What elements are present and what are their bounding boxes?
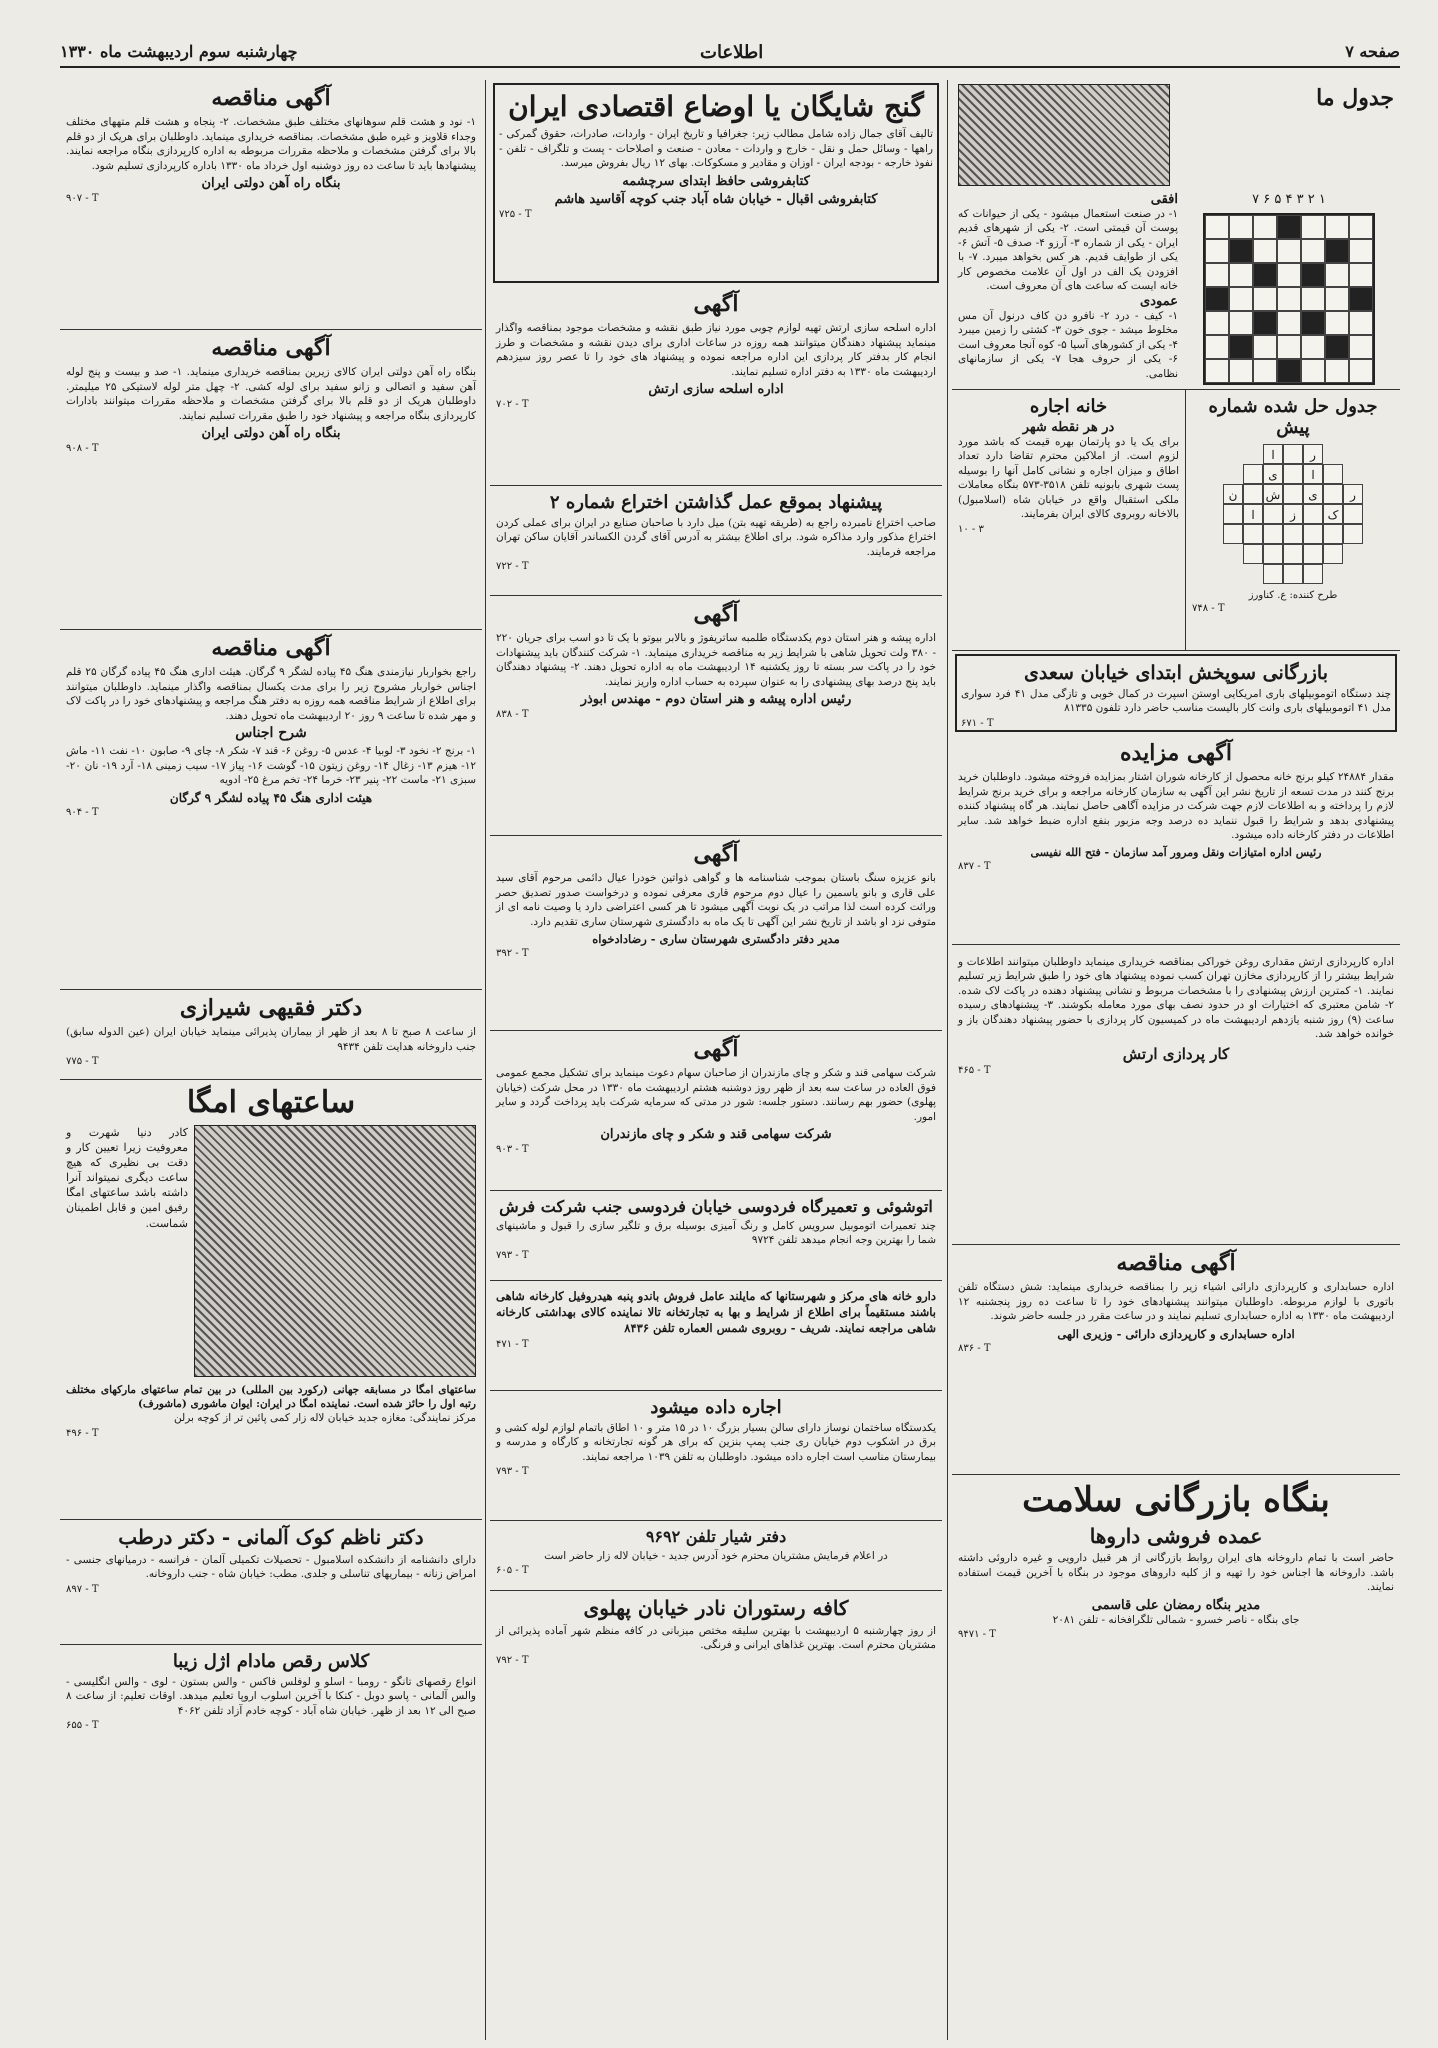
estate-notice-body: بانو عزیزه سنگ باستان بموجب شناسنامه ها و گواهی ذواتین خودرا عیال دائمی مرحوم آقای سید علی قاری و بانو یاسمین را عیال دوم مرحوم قاری معرفی نموده و درخواست صدور تصدیق حصر وراثت کرده است لذا مراتب در یک نوبت آگهی میشود تا هر کسی اعتراضی دارد یا وصیت نامه ای از متوفی نزد او باشد از تاریخ نشر این آگهی تا یک ماه به دادگستری شهرستان ساری تقدیم دارد.: [496, 872, 936, 928]
rental-ad: [490, 1391, 942, 1521]
solution-cell: [1323, 484, 1343, 504]
bazaar-body: چند دستگاه اتوموبیلهای باری امریکایی اوستن اسپرت در کمال خوبی و تازگی مدل ۴۱ فرد سواری مدل ۴۱ اتوموبیلهای باری وانت کار بالیست مناسب حاضر دارد تلفون ۸۱۳۳۵: [961, 688, 1391, 715]
pharmacy-subtitle: عمده فروشی داروها: [1089, 1524, 1263, 1549]
auction-ad: [952, 735, 1400, 945]
solution-cell: [1343, 524, 1363, 544]
solution-cell: [1243, 484, 1263, 504]
arms-factory-ad: [490, 286, 942, 486]
notary-body: در اعلام فرمایش مشتریان محترم خود آدرس جدید - خیابان لاله زار حاضر است: [544, 1550, 888, 1562]
oil-tender-signature: کار پردازی ارتش: [1122, 1044, 1230, 1063]
oil-tender-ad: [952, 945, 1400, 1245]
solution-cell: [1263, 564, 1283, 584]
bazaar-title: بازرگانی سوپخش ابتدای خیابان سعدی: [1023, 662, 1328, 684]
solution-empty: [1343, 444, 1363, 464]
dance-class-body: انواع رقصهای تانگو - رومبا - اسلو و لوفلس فاکس - والس بستون - لوی - والس انگلیسی - والس آلمانی - پاسو دوبل - کنکا با آخرین اسلوب اروپا تعلیم میدهد. اوقات تعلیم: از ساعت ۸ صبح الی ۱۲ بعد از ظهر. خیابان شاه آباد - کوچه خادم آزاد تلفن ۴۰۶۲: [66, 1676, 476, 1717]
house-rent-subtitle: در هر نقطه شهر: [1022, 420, 1115, 435]
patent-code: ۷۲۲ - T: [496, 561, 529, 573]
solved-puzzle: [1185, 390, 1400, 650]
auction-signature: رئیس اداره امتیازات ونقل ومرور آمد سازمان - فتح الله نفیسی: [1030, 845, 1322, 859]
book-ad: [493, 83, 939, 283]
doctor-faghihi-body: از ساعت ۸ صبح تا ۸ بعد از ظهر از بیماران پذیرائی مینماید خیابان ایران (عین الدوله سابق) جنب داروخانه هدایت تلفن ۹۴۳۴: [66, 1026, 476, 1053]
down-heading: عمودی: [1140, 293, 1178, 309]
cafe-code: ۷۹۲ - T: [496, 1654, 529, 1666]
estate-notice-signature: مدیر دفتر دادگستری شهرستان ساری - رضادادخواه: [592, 932, 840, 947]
pump-tender-code: ۸۳۸ - T: [496, 709, 529, 721]
dance-class-code: ۶۵۵ - T: [66, 1720, 99, 1732]
solution-cell: [1303, 504, 1323, 524]
across-heading: افقی: [1150, 192, 1178, 207]
solution-title: جدول حل شده شماره پیش: [1208, 396, 1378, 438]
pump-tender-body: اداره پیشه و هنر استان دوم یکدستگاه طلمبه ساتریفوژ و بالابر بیوتو با یک تا دو اسب برای جریان ۲۲۰ - ۳۸۰ ولت تحویل شاهی با شرایط زیر به مناقصه خریداری مینماید. ۱- شرکت کنندگان باید پیشنهادات خود را در پاکت سر بسته تا روز یکشنبه ۱۴ اردیبهشت ماه به اداره تحویل دهند. ۲- پیشنهاد دهندگان باید پنج درصد بهای پیشنهادی را به عنوان سپرده به حساب اداره واریز نمایند.: [496, 632, 936, 688]
solution-code: ۷۴۸ - T: [1192, 603, 1225, 614]
auction-title: آگهی مزایده: [1120, 740, 1232, 766]
across-clues: ۱- در صنعت استعمال میشود - یکی از حیوانات که پوست آن قیمتی است. ۲- یکی از شهرهای قدیم ایران - یکی از شماره ۳- آرزو ۴- صدف ۵- آتش ۶- یکی از طوایف قدیم. هر کس بخواهد میبرد. ۷- با افزودن یک الف در اول آن علامت مخصوص کار خانه ایست که ساعت های آن معروف است.: [958, 208, 1178, 293]
solution-cell: [1323, 544, 1343, 564]
drugstore-body: دارو خانه های مرکز و شهرستانها که مایلند عامل فروش باندو پنبه هیدروفیل کارخانه شاهی باشند مستقیماً برای اطلاع از شرایط و بها به تجارتخانه تالا نماینده کالای بهداشتی کارخانه شاهی مراجعه نمایند. شریف - روبروی شمس العماره تلفن ۸۴۳۶: [496, 1289, 936, 1335]
drugstore-code: ۴۷۱ - T: [496, 1338, 529, 1350]
arms-factory-signature: اداره اسلحه سازی ارتش: [648, 382, 784, 398]
estate-notice-ad: [490, 836, 942, 1031]
solution-cell: ش: [1263, 484, 1283, 504]
solution-cell: [1263, 504, 1283, 524]
solution-empty: [1243, 564, 1263, 584]
book-body: تالیف آقای جمال زاده شامل مطالب زیر: جغرافیا و تاریخ ایران - واردات، صادرات، حقوق گمرکی - راهها - وسائل حمل و نقل - خارج و واردات - معادن - صنعت و اصلاحات - پست و تلگراف - تلفن - نفوذ خارجه - بودجه ایران - اوزان و مقادیر و مسکوکات. بهای ۱۲ ریال بفروش میرسد.: [499, 128, 933, 170]
crossword-illustration: [958, 84, 1170, 186]
regiment-tender-code: ۹۰۴ - T: [66, 806, 99, 818]
pump-tender-ad: [490, 596, 942, 836]
solution-empty: [1223, 564, 1243, 584]
solution-empty: [1223, 444, 1243, 464]
book-title: گنج شایگان یا اوضاع اقتصادی ایران: [508, 90, 924, 123]
solution-grid: [1223, 444, 1363, 584]
masthead: [60, 40, 1400, 68]
solution-cell: [1243, 544, 1263, 564]
middle-column: [490, 80, 942, 2040]
doctor-nazem-title: دکتر ناظم کوک آلمانی - دکتر درطب: [118, 1525, 424, 1549]
omega-watch-illustration: [194, 1125, 476, 1377]
patent-body: صاحب اختراع نامبرده راجع به (طریقه تهیه بتن) میل دارد با صاحبان صنایع در ایران برای عملی کردن اختراع مذکور وارد مذاکره شود. برای اطلاع بیشتر به آدرس آقای گردن الکساندر آقایان ساکن تهران مراجعه فرمایند.: [496, 517, 936, 558]
rental-title: اجاره داده میشود: [650, 1397, 782, 1418]
sugar-company-body: شرکت سهامی قند و شکر و چای مازندران از صاحبان سهام دعوت مینماید برای تشکیل مجمع عمومی فوق العاده در ساعت سه بعد از ظهر روز دوشنبه هشتم اردیبهشت ماه ۱۳۳۰ در محل شرکت (خیابان پهلوی) حضور بهم رسانند. دستور جلسه: شور در مدتی که سرمایه شرکت باید پرداخت گردد و سایر امور.: [496, 1067, 937, 1123]
sugar-company-signature: شرکت سهامی قند و شکر و چای مازندران: [600, 1127, 832, 1143]
solution-cell: [1283, 544, 1303, 564]
omega-title: ساعتهای امگا: [186, 1085, 356, 1120]
cafe-ad: [490, 1591, 942, 1691]
oil-tender-code: ۴۶۵ - T: [958, 1064, 991, 1076]
solution-cell: [1343, 504, 1363, 524]
solution-cell: ی: [1263, 464, 1283, 484]
rail-tender-2-signature: بنگاه راه آهن دولتی ایران: [201, 426, 341, 442]
omega-watch-ad: [60, 1080, 482, 1520]
left-column: [60, 80, 482, 2040]
solution-cell: [1303, 564, 1323, 584]
pump-tender-signature: رئیس اداره پیشه و هنر استان دوم - مهندس ابوذر: [580, 692, 852, 708]
rail-tender-1-signature: بنگاه راه آهن دولتی ایران: [201, 176, 341, 192]
sugar-company-code: ۹۰۳ - T: [496, 1144, 529, 1156]
rail-tender-1-title: آگهی مناقصه: [211, 85, 331, 111]
dance-class-title: کلاس رقص مادام اژل زیبا: [172, 1651, 370, 1672]
solution-cell: [1283, 524, 1303, 544]
solution-empty: [1343, 544, 1363, 564]
paper-name: اطلاعات: [700, 42, 764, 63]
rail-tender-1: [60, 80, 482, 330]
doctor-nazem-body: دارای دانشنامه از دانشکده اسلامبول - تحصیلات تکمیلی آلمان - فرانسه - درمیانهای جنسی - امراض زنانه - بیماریهای تناسلی و جلدی. مطب: خیابان شاه - جنب داروخانه.: [66, 1554, 476, 1581]
right-column: [952, 80, 1400, 2040]
regiment-tender-body: راجع بخواربار نیازمندی هنگ ۴۵ پیاده لشگر ۹ گرگان. هیئت اداری هنگ ۴۵ پیاده گرگان ۲۵ قلم اجناس خواربار مشروح زیر را برای مدت یکسال بمناقصه واگذار مینماید. داوطلبان میتوانند برای اطلاع از شرایط مناقصه همه روزه به دفتر هنگ مراجعه و پیشنهادهای خود را در پاکت لاک و مهر شده تا ساعت ۹ روز ۲۰ اردیبهشت ماه تحویل دهند.: [66, 666, 476, 722]
regiment-tender: [60, 630, 482, 990]
crossword-numbers: ۷ ۶ ۵ ۴ ۳ ۲ ۱: [1252, 192, 1326, 207]
solution-cell: [1223, 524, 1243, 544]
page-number: صفحه ۷: [1345, 42, 1400, 61]
solution-cell: ی: [1303, 484, 1323, 504]
solution-cell: [1243, 524, 1263, 544]
doctor-faghihi-code: ۷۷۵ - T: [66, 1056, 99, 1068]
crossword-title: جدول ما: [1316, 85, 1394, 111]
book-seller-2: کتابفروشی اقبال - خیابان شاه آباد جنب کوچه آقاسید هاشم: [554, 191, 878, 207]
solution-empty: [1323, 564, 1343, 584]
solution-empty: [1223, 544, 1243, 564]
crossword-grid: [1203, 213, 1375, 385]
pharmacy-title: بنگاه بازرگانی سلامت: [1022, 1480, 1330, 1520]
solution-cell: ر: [1303, 444, 1323, 464]
regiment-items-list: ۱- برنج ۲- نخود ۳- لوبیا ۴- عدس ۵- روغن ۶- قند ۷- شکر ۸- چای ۹- صابون ۱۰- نفت ۱۱- ماش ۱۲- هیزم ۱۳- زغال ۱۴- روغن زیتون ۱۵- گوشت ۱۶- پیاز ۱۷- سیب زمینی ۱۸- آرد ۱۹- نان ۲۰- سبزی ۲۱- ماست ۲۲- پنیر ۲۳- خرما ۲۴- تخم مرغ ۲۵- ادویه: [66, 745, 476, 787]
solution-empty: [1243, 444, 1263, 464]
rail-tender-1-code: ۹۰۷ - T: [66, 193, 99, 205]
pharmacy-code: ۹۴۷۱ - T: [958, 1629, 996, 1641]
oil-tender-body: اداره کارپردازی ارتش مقداری روغن خوراکی بمناقصه خریداری مینماید داوطلبان میتوانند اطلاعات و شرایط بیشتر را از کارپردازی مخازن تهران کسب نموده پیشنهاد های خود را طبق شرایط زیر تسلیم نمایند. ۱- کمترین ارزش پیشنهادی را با مشخصات مربوط و نشانی پیشنهاد دهنده در پاکت لاک شده. ۲- شامن معتبری که اختیارات او در حدود نصف بهای مورد معامله بکوشند. ۳- پیشنهادهای رسیده ساعت (۹) روز شنبه یازدهم اردیبهشت ماه در کمیسیون کار پردازی با حضور پیشنهاد دهندگان باز و خوانده خواهد شد.: [958, 956, 1395, 1041]
rail-tender-2: [60, 330, 482, 630]
auction-body: مقدار ۲۴۸۸۴ کیلو برنج خانه محصول از کارخانه شوران اشتار بمزایده فروخته میشود. داوطلبان خرید برنج کنند در مدت تسعه از تاریخ نشر این آگهی به سازمان کارخانه مراجعه و برای خرید برنج شرایط لازم را پرداخته و به اطلاعات لازم جهت شرکت در مزایده آگاهی حاصل نمایند. هر گاه پیشنهاد کننده پیشنهادی بدهد و شرایط را قبول ننماید ده درصد وجه مزبور بنفع اداره ضبط خواهد شد. سایر اطلاعات در دفتر کارخانه داده میشود.: [958, 771, 1394, 842]
estate-notice-title: آگهی: [693, 841, 739, 867]
solution-cell: ر: [1343, 484, 1363, 504]
rental-body: یکدستگاه ساختمان نوساز دارای سالن بسیار بزرگ ۱۰ در ۱۵ متر و ۱۰ اطاق باتمام لوازم لوله کشی و برق در اشکوب دوم خیابان ری جنب پمپ بنزین که برای هر گونه تجارتخانه و کارگاه و مدرسه و بیمارستان مناسب است اجاره داده میشود. داوطلبان به تلفن ۱۰۳۹ مراجعه نمایند.: [496, 1422, 937, 1463]
doctor-nazem-ad: [60, 1520, 482, 1645]
doctor-faghihi-ad: [60, 990, 482, 1080]
solution-cell: ک: [1323, 504, 1343, 524]
doctor-faghihi-title: دکتر فقیهی شیرازی: [179, 995, 363, 1021]
notary-code: ۶۰۵ - T: [496, 1565, 529, 1577]
arms-factory-title: آگهی: [693, 291, 739, 317]
accounting-tender-signature: اداره حسابداری و کارپردازی دارائی - وزیری الهی: [1057, 1326, 1295, 1341]
solution-cell: [1283, 444, 1303, 464]
column-rule: [947, 80, 948, 2040]
notary-ad: [490, 1521, 942, 1591]
sugar-company-ad: [490, 1031, 942, 1191]
estate-notice-code: ۳۹۲ - T: [496, 948, 529, 960]
accounting-tender-body: اداره حسابداری و کارپردازی دارائی اشیاء زیر را بمناقصه خریداری مینماید: شش دستگاه تلفن باتوری با لوازم مربوطه. داوطلبان میتوانند پیشنهادهای خود را تا ساعت ده روز پنجشنبه ۱۲ اردیبهشت ماه ۱۳۳۰ به اداره حسابداری تسلیم نمایند و در ساعت مقرر در جلسه حاضر شوند.: [958, 1281, 1394, 1323]
solution-cell: ا: [1263, 444, 1283, 464]
solution-cell: [1223, 504, 1243, 524]
pharmacy-address: جای بنگاه - ناصر خسرو - شمالی تلگرافخانه - تلفن ۲۰۸۱: [1052, 1613, 1300, 1626]
rail-tender-2-body: بنگاه راه آهن دولتی ایران کالای زیرین بمناقصه خریداری مینماید. ۱- صد و بیست و پنج لوله آهن سفید و اتصالی و زانو سفید برای لوله کشی. ۲- چهل متر لوله لاستیکی ۲۵ میلیمتر. داوطلبان هریک از دو قلم بالا برای گرفتن مشخصات و ملاحظه مقررات میتوانند بادارات کارپردازی بنگاه مراجعه و پیشنهاد خود را طبق مقررات تسلیم نمایند.: [66, 366, 476, 422]
notary-title: دفتر شیار تلفن ۹۶۹۲: [645, 1527, 787, 1546]
crossword: [952, 80, 1400, 390]
omega-code: ۴۹۶ - T: [66, 1427, 99, 1439]
house-rent-body: برای یک یا دو پارتمان بهره قیمت که باشد مورد لزوم است. از املاکین محترم تقاضا دارد تعداد اطاق و میزان اجاره و نشانی کامل آنها را بوسیله پست شهری بابونیه تلفن ۳۵۱۸-۵۷۳ بنگاه معاملات ملکی استقبال واقع در خیابان شاه (اسلامبول) بالاخانه روبروی کالای ایران بفرمایند.: [958, 436, 1179, 521]
pharmacy-signature: مدیر بنگاه رمضان علی قاسمی: [1091, 1597, 1261, 1613]
pump-tender-title: آگهی: [693, 601, 739, 627]
rental-code: ۷۹۳ - T: [496, 1466, 529, 1478]
omega-side-text: کادر دنیا شهرت و معروفیت زیرا تعیین کار و دقت بی نظیری که هیچ ساعت دیگری نمیتواند آنرا داشته باشد ساعتهای امگا رفیق امین و قابل اطمینان شماست.: [66, 1125, 188, 1230]
omega-body: ساعتهای امگا در مسابقه جهانی (رکورد بین المللی) در بین تمام ساعتهای مارکهای مختلف رتبه اول را حائز شده است. نماینده امگا در ایران: ایوان ماشوری (ماشورف): [66, 1383, 476, 1410]
down-clues: ۱- کیف - درد ۲- نافرو دن کاف درنول آن مس مخلوط میشد - جوی خون ۳- کشتی را زمین میبرد ۴- یکی از کشورهای آسیا ۵- کوه آنجا معروف است ۶- یکی از حروف هجا ۷- یکی از سازمانهای نظامی.: [958, 309, 1179, 380]
bazaar-ad: [955, 654, 1397, 732]
accounting-tender-title: آگهی مناقصه: [1116, 1250, 1236, 1276]
regiment-items-title: شرح اجناس: [235, 725, 307, 742]
solution-cell: [1283, 564, 1303, 584]
rail-tender-2-code: ۹۰۸ - T: [66, 443, 99, 455]
house-rent-code: ۱۰ - ۳: [958, 523, 984, 535]
arms-factory-code: ۷۰۲ - T: [496, 399, 529, 411]
solution-cell: [1303, 524, 1323, 544]
cafe-body: از روز چهارشنبه ۵ اردیبهشت با بهترین سلیقه مختص میزبانی در کافه منظم شهر آماده پذیرائی از مشتریان محترم است. بهترین غذاهای ایرانی و فرنگی.: [496, 1625, 937, 1652]
pharmacy-ad: [952, 1475, 1400, 1735]
rail-tender-2-title: آگهی مناقصه: [211, 335, 331, 361]
row-solution-house: [952, 390, 1400, 651]
patent-title: پیشنهاد بموقع عمل گذاشتن اختراع شماره ۲: [549, 492, 883, 513]
arms-factory-body: اداره اسلحه سازی ارتش تهیه لوازم چوبی مورد نیاز طبق نقشه و مشخصات موجود بمناقصه واگذار مینماید پیشنهاد دهندگان میتوانند همه روزه در ساعات اداری برای دیدن نقشه و مشخصات و طرز انجام کار بدفتر کار پردازی این اداره مراجعه نموده و پیشنهاد های خود را تا عصر روز سیزدهم اردیبهشت ماه ۱۳۳۰ به دفتر اداره تسلیم نمایند.: [496, 322, 936, 378]
solution-cell: ن: [1223, 484, 1243, 504]
solution-empty: [1343, 564, 1363, 584]
car-wash-ad: [490, 1191, 942, 1281]
solution-cell: ا: [1243, 504, 1263, 524]
house-rent-ad: [952, 390, 1185, 650]
cafe-title: کافه رستوران نادر خیابان پهلوی: [583, 1596, 849, 1620]
column-rule: [485, 80, 486, 2040]
solution-cell: ز: [1283, 504, 1303, 524]
book-seller-1: کتابفروشی حافظ ابتدای سرچشمه: [622, 173, 810, 189]
solution-cell: [1323, 524, 1343, 544]
solution-credit: طرح کننده: ع. کناورز: [1248, 590, 1338, 601]
auction-code: ۸۳۷ - T: [958, 860, 991, 872]
solution-empty: [1323, 444, 1343, 464]
solution-cell: [1303, 544, 1323, 564]
drugstore-ad: [490, 1281, 942, 1391]
accounting-tender-code: ۸۳۶ - T: [958, 1342, 991, 1354]
omega-address: مرکز نمایندگی: مغازه جدید خیابان لاله زار کمی پائین تر از کوچه برلن: [174, 1412, 476, 1425]
house-rent-title: خانه اجاره: [1029, 396, 1108, 417]
patent-ad: [490, 486, 942, 596]
car-wash-code: ۷۹۳ - T: [496, 1249, 529, 1261]
doctor-nazem-code: ۸۹۷ - T: [66, 1583, 99, 1595]
solution-cell: [1283, 484, 1303, 504]
car-wash-title: اتوشوئی و تعمیرگاه فردوسی خیابان فردوسی جنب شرکت فرش: [499, 1197, 933, 1216]
accounting-tender-ad: [952, 1245, 1400, 1475]
dance-class-ad: [60, 1645, 482, 1795]
bazaar-code: ۶۷۱ - T: [961, 717, 994, 729]
solution-cell: [1323, 464, 1343, 484]
solution-cell: ا: [1303, 464, 1323, 484]
rail-tender-1-body: ۱- نود و هشت قلم سوهانهای مختلف طبق مشخصات. ۲- پنجاه و هشت قلم متههای مختلف وجداء قلاویز و غیره طبق مشخصات. بمناقصه خریداری مینماید. داوطلبان برای هریک از دو قلم بالا برای گرفتن مشخصات و ملاحظه مقررات مربوطه به اداره کارپردازی بنگاه مراجعه نمایند. پیشنهادها باید تا ساعت ده روز دوشنبه اول خرداد ماه ۱۳۳۰ باداره کارپردازی تسلیم شود.: [66, 116, 477, 172]
solution-cell: [1243, 464, 1263, 484]
car-wash-body: چند تعمیرات اتوموبیل سرویس کامل و رنگ آمیزی بوسیله برق و تلگیر سازی را قبول و ماشینهای شما را بهترین وجه انجام میدهد تلفن ۹۷۲۴: [496, 1220, 936, 1247]
solution-cell: [1263, 524, 1283, 544]
book-code: ۷۲۵ - T: [499, 208, 532, 220]
solution-cell: [1263, 544, 1283, 564]
issue-date: چهارشنبه سوم اردیبهشت ماه ۱۳۳۰: [60, 42, 298, 61]
solution-empty: [1223, 464, 1243, 484]
regiment-tender-title: آگهی مناقصه: [211, 635, 331, 661]
solution-cell: [1283, 464, 1303, 484]
pharmacy-body: حاضر است با تمام داروخانه های ایران روابط بازرگانی از هر قبیل دارویی و غیره داروئی داشته باشد. داروخانه ها اجناس خود را تهیه و از کلیه داروهای موجود در بنگاه با آخرین قیمت استفاده نمایند.: [958, 1552, 1394, 1594]
sugar-company-title: آگهی: [693, 1036, 739, 1062]
solution-empty: [1343, 464, 1363, 484]
regiment-tender-signature: هیئت اداری هنگ ۴۵ پیاده لشگر ۹ گرگان: [169, 790, 373, 805]
